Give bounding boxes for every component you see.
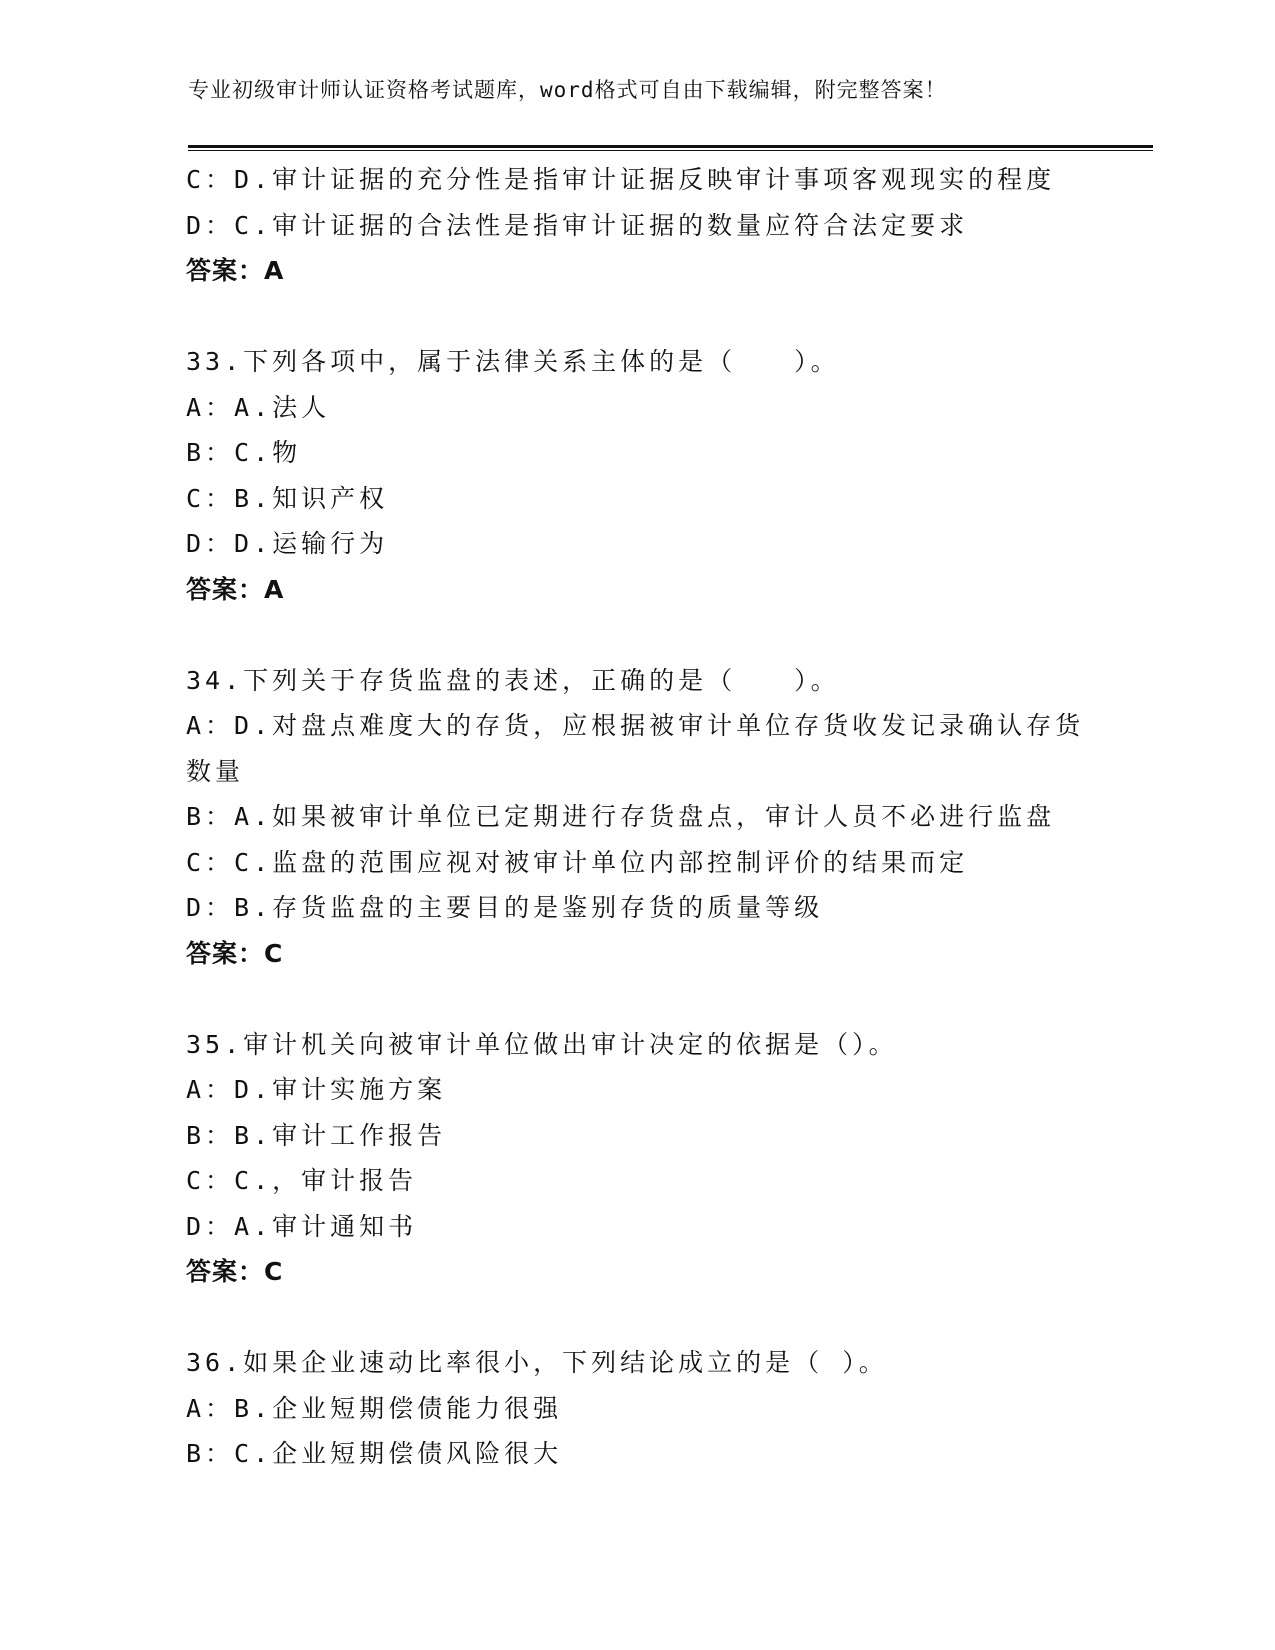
question-32-fragment [186, 157, 1106, 294]
question-stem: 36.如果企业速动比率很小，下列结论成立的是（ ）。 [186, 1348, 888, 1377]
option-line: C：C.监盘的范围应视对被审计单位内部控制评价的结果而定 [186, 847, 969, 877]
option-line: B：C.物 [186, 438, 302, 467]
option-line: B：A.如果被审计单位已定期进行存货盘点，审计人员不必进行监盘 [186, 802, 1056, 831]
spacer [186, 294, 1106, 340]
question-content [186, 157, 1106, 1477]
option-line: B：B.审计工作报告 [186, 1120, 447, 1150]
question-stem: 33.下列各项中，属于法律关系主体的是（ ）。 [186, 347, 840, 376]
spacer [186, 1295, 1106, 1341]
question-stem: 35.审计机关向被审计单位做出审计决定的依据是（）。 [186, 1029, 898, 1059]
option-line: C：D.审计证据的充分性是指审计证据反映审计事项客观现实的程度 [186, 165, 1056, 194]
option-line: D：C.审计证据的合法性是指审计证据的数量应符合法定要求 [186, 210, 969, 240]
option-line: D：D.运输行为 [186, 529, 389, 558]
question-35 [186, 1022, 1106, 1295]
question-stem: 34.下列关于存货监盘的表述，正确的是（ ）。 [186, 665, 840, 695]
spacer [186, 612, 1106, 658]
option-line: C：B.知识产权 [186, 483, 389, 513]
answer-line: 答案：C [186, 938, 284, 968]
page-header: 专业初级审计师认证资格考试题库，word格式可自由下载编辑，附完整答案！ [188, 78, 947, 102]
option-line: A：D.审计实施方案 [186, 1075, 447, 1104]
header-rule-thin [188, 150, 1153, 151]
answer-line: 答案：A [186, 574, 285, 604]
answer-line: 答案：A [186, 256, 285, 285]
question-34 [186, 658, 1106, 977]
header-rule-thick [188, 145, 1153, 148]
question-36 [186, 1340, 1106, 1477]
option-line: A：D.对盘点难度大的存货，应根据被审计单位存货收发记录确认存货数量 [186, 711, 1085, 786]
option-line: A：A.法人 [186, 392, 331, 422]
question-33 [186, 339, 1106, 612]
option-line: D：A.审计通知书 [186, 1211, 418, 1241]
option-line: B：C.企业短期偿债风险很大 [186, 1439, 563, 1468]
option-line: A：B.企业短期偿债能力很强 [186, 1393, 563, 1423]
spacer [186, 976, 1106, 1022]
option-line: C：C.，审计报告 [186, 1166, 418, 1195]
answer-line: 答案：C [186, 1257, 284, 1286]
option-line: D：B.存货监盘的主要目的是鉴别存货的质量等级 [186, 893, 824, 922]
